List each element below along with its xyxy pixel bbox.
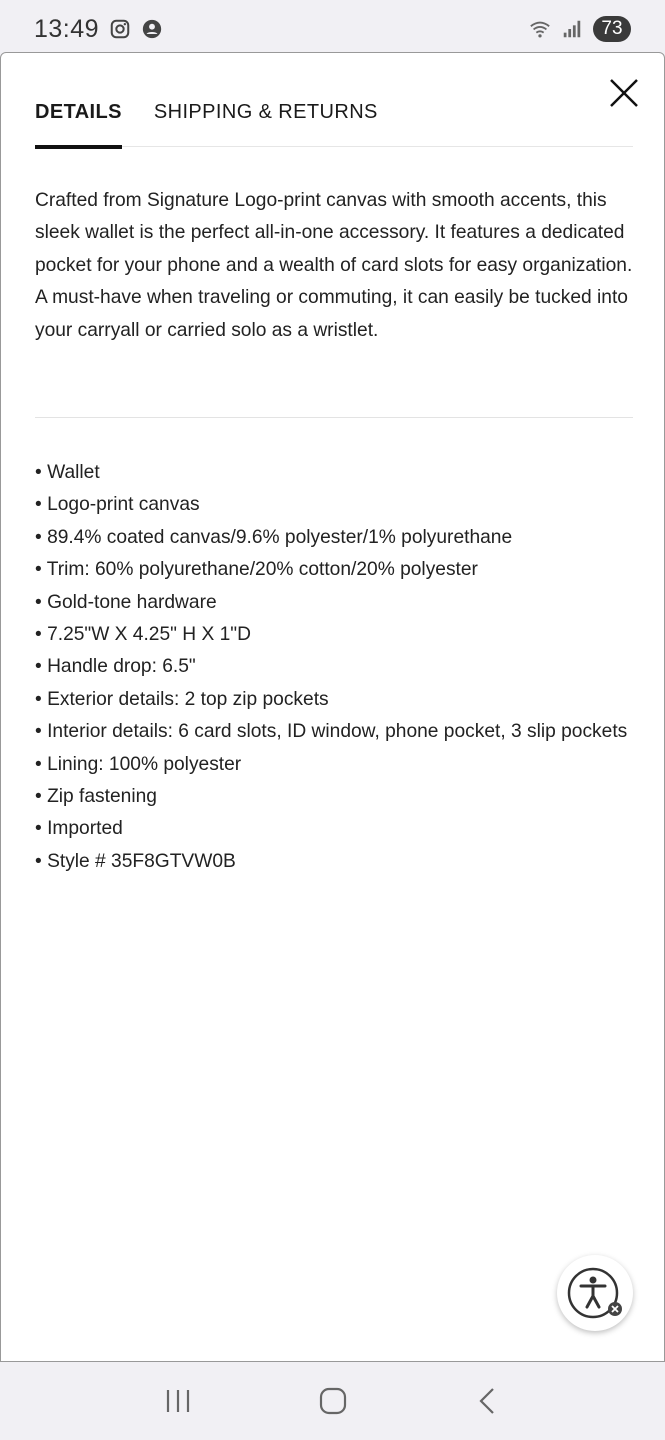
back-icon [473, 1386, 503, 1416]
list-item: • 7.25"W X 4.25" H X 1"D [35, 619, 633, 651]
list-item: • Wallet [35, 457, 633, 489]
recent-apps-button[interactable] [158, 1381, 198, 1421]
accessibility-icon [565, 1263, 625, 1323]
home-button[interactable] [313, 1381, 353, 1421]
battery-indicator: 73 [593, 16, 631, 42]
product-description: Crafted from Signature Logo-print canvas with smooth accents, this sleek wallet is the perfect all-in-one accessory. It features a dedicated pocket for your phone and a wealth of card slots for easy organization. A must-have when traveling or commuting, it can easily be tucked into your carryall or carried solo as a wristlet. [35, 190, 633, 341]
tab-bar [35, 99, 633, 147]
list-item: • Lining: 100% polyester [35, 749, 633, 781]
status-time: 13:49 [34, 14, 100, 43]
tab-details[interactable]: DETAILS [35, 99, 122, 147]
list-item: • Imported [35, 813, 633, 845]
list-item: • Interior details: 6 card slots, ID window, phone pocket, 3 slip pockets [35, 716, 633, 748]
divider [35, 417, 633, 418]
accessibility-button[interactable] [557, 1255, 633, 1331]
feature-list [35, 457, 633, 878]
list-item: • Handle drop: 6.5" [35, 651, 633, 683]
signal-icon [561, 18, 583, 40]
list-item: • Gold-tone hardware [35, 587, 633, 619]
list-item: • Trim: 60% polyurethane/20% cotton/20% polyester [35, 554, 633, 586]
instagram-icon [109, 18, 131, 40]
status-bar [0, 0, 665, 58]
account-icon [141, 18, 163, 40]
product-details-modal [0, 52, 665, 1362]
status-right [529, 16, 631, 42]
list-item: • Style # 35F8GTVW0B [35, 846, 633, 878]
list-item: • Zip fastening [35, 781, 633, 813]
list-item: • 89.4% coated canvas/9.6% polyester/1% polyurethane [35, 522, 633, 554]
recent-apps-icon [163, 1386, 193, 1416]
list-item: • Logo-print canvas [35, 489, 633, 521]
tab-shipping-returns[interactable]: SHIPPING & RETURNS [153, 101, 378, 123]
back-button[interactable] [468, 1381, 508, 1421]
status-left [34, 15, 163, 44]
list-item: • Exterior details: 2 top zip pockets [35, 684, 633, 716]
wifi-icon [529, 18, 551, 40]
home-icon [318, 1386, 348, 1416]
system-nav-bar [0, 1362, 665, 1440]
